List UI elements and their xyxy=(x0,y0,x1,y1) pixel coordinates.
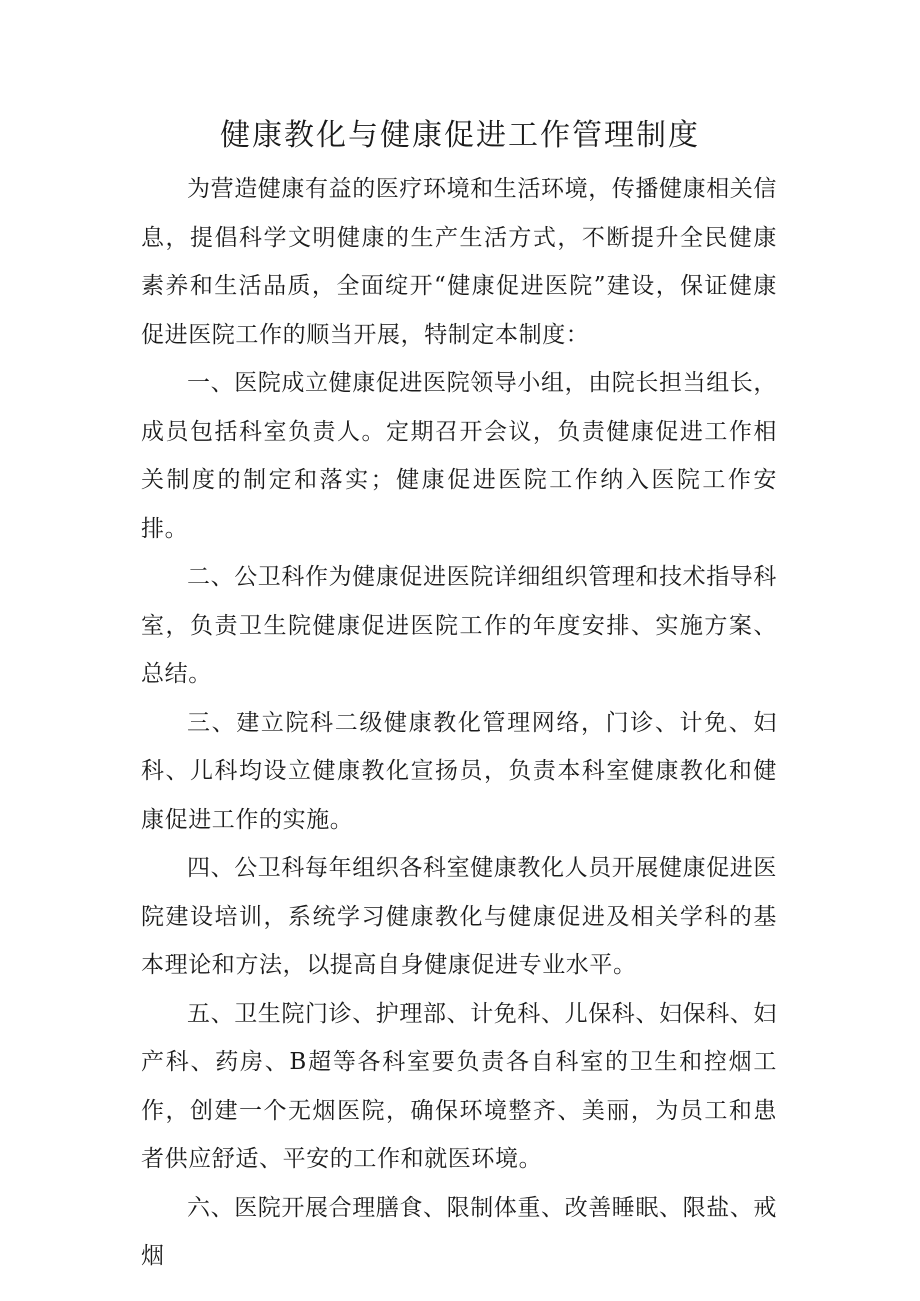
paragraph-item-1: 一、医院成立健康促进医院领导小组，由院长担当组长，成员包括科室负责人。定期召开会议，负责健康促进工作相关制度的制定和落实；健康促进医院工作纳入医院工作安排。 xyxy=(141,370,777,542)
paragraph-item-4: 四、公卫科每年组织各科室健康教化人员开展健康促进医院建设培训，系统学习健康教化与健康促进及相关学科的基本理论和方法，以提高自身健康促进专业水平。 xyxy=(141,855,777,978)
paragraph-item-3: 三、建立院科二级健康教化管理网络，门诊、计免、妇科、儿科均设立健康教化宣扬员，负责本科室健康教化和健康促进工作的实施。 xyxy=(141,709,777,833)
paragraph-item-2: 二、公卫科作为健康促进医院详细组织管理和技术指导科室，负责卫生院健康促进医院工作的年度安排、实施方案、总结。 xyxy=(141,564,777,687)
document-title: 健康教化与健康促进工作管理制度 xyxy=(220,118,700,153)
paragraph-intro: 为营造健康有益的医疗环境和生活环境，传播健康相关信息，提倡科学文明健康的生产生活方式，不断提升全民健康素养和生活品质，全面绽开“健康促进医院”建设，保证健康促进医院工作的顺当开展，特制定本制度： xyxy=(141,176,777,348)
document-body xyxy=(141,165,777,1281)
paragraph-item-6: 六、医院开展合理膳食、限制体重、改善睡眠、限盐、戒烟 xyxy=(141,1194,777,1269)
paragraph-item-5: 五、卫生院门诊、护理部、计免科、儿保科、妇保科、妇产科、药房、B超等各科室要负责各自科室的卫生和控烟工作，创建一个无烟医院，确保环境整齐、美丽，为员工和患者供应舒适、平安的工作和就医环境。 xyxy=(141,1000,777,1172)
